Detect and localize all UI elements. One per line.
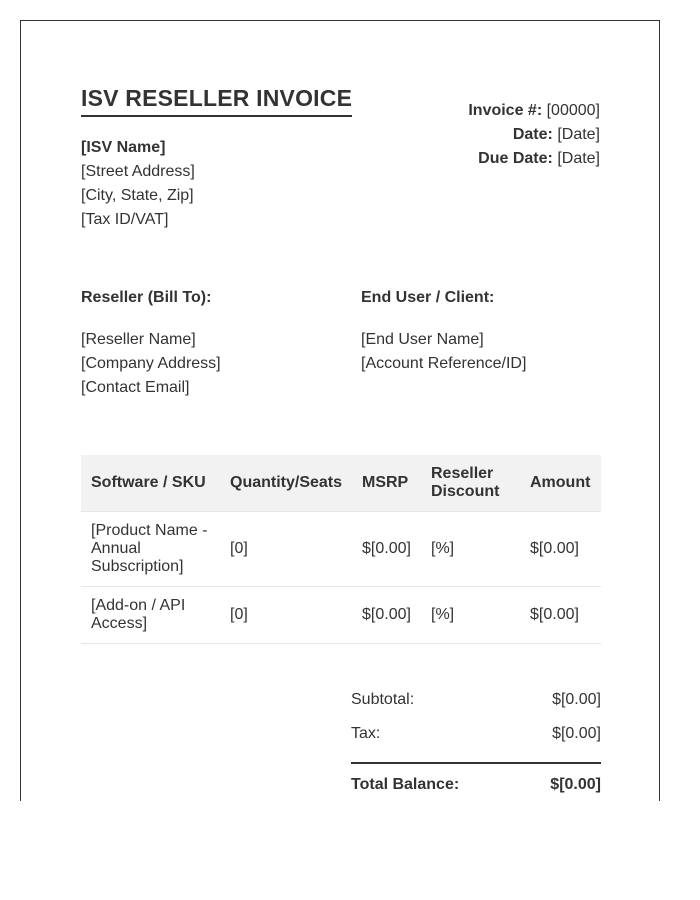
- isv-city-state-zip: [City, State, Zip]: [81, 187, 194, 204]
- invoice-date-label: Date:: [512, 126, 553, 143]
- table-row: [81, 587, 601, 644]
- tax-value: $[0.00]: [552, 725, 601, 742]
- reseller-address: [Company Address]: [81, 355, 221, 372]
- invoice-number-value: [00000]: [546, 102, 600, 119]
- reseller-email: [Contact Email]: [81, 379, 190, 396]
- invoice-page: [20, 20, 660, 801]
- cell-amount: $[0.00]: [520, 512, 601, 587]
- invoice-due-date-row: [468, 147, 600, 171]
- reseller-bill-to: [81, 288, 221, 400]
- header-msrp: MSRP: [352, 455, 421, 512]
- line-items-table: [81, 455, 601, 644]
- total-balance-value: $[0.00]: [550, 776, 601, 793]
- isv-tax-id: [Tax ID/VAT]: [81, 211, 169, 228]
- table-header-row: [81, 455, 601, 512]
- cell-msrp: $[0.00]: [352, 587, 421, 644]
- isv-name: [ISV Name]: [81, 139, 166, 156]
- cell-quantity: [0]: [220, 512, 352, 587]
- invoice-date-value: [Date]: [557, 126, 600, 143]
- invoice-number-row: [468, 99, 600, 123]
- end-user-name: [End User Name]: [361, 331, 484, 348]
- invoice-number-label: Invoice #:: [468, 102, 543, 119]
- cell-software-sku: [Add-on / API Access]: [81, 587, 220, 644]
- invoice-meta: [468, 99, 600, 171]
- invoice-due-date-value: [Date]: [557, 150, 600, 167]
- table-row: [81, 512, 601, 587]
- header-amount: Amount: [520, 455, 601, 512]
- reseller-name: [Reseller Name]: [81, 331, 196, 348]
- isv-details: [81, 136, 195, 232]
- end-user-account: [Account Reference/ID]: [361, 355, 527, 372]
- end-user-heading: End User / Client:: [361, 289, 495, 306]
- subtotal-row: [351, 690, 601, 710]
- subtotal-value: $[0.00]: [552, 691, 601, 708]
- header-software-sku: Software / SKU: [81, 455, 220, 512]
- subtotal-label: Subtotal:: [351, 691, 415, 708]
- tax-row: [351, 724, 601, 744]
- cell-msrp: $[0.00]: [352, 512, 421, 587]
- cell-software-sku: [Product Name - Annual Subscription]: [81, 512, 220, 587]
- end-user-client: [361, 288, 526, 376]
- totals-divider: [351, 762, 601, 764]
- total-balance-label: Total Balance:: [351, 776, 460, 793]
- reseller-heading: Reseller (Bill To):: [81, 289, 212, 306]
- invoice-due-date-label: Due Date:: [478, 150, 553, 167]
- cell-discount: [%]: [421, 587, 520, 644]
- invoice-date-row: [468, 123, 600, 147]
- isv-street-address: [Street Address]: [81, 163, 195, 180]
- total-balance-row: [351, 775, 601, 795]
- invoice-title: ISV RESELLER INVOICE: [81, 85, 352, 117]
- header-reseller-discount: Reseller Discount: [421, 455, 520, 512]
- cell-quantity: [0]: [220, 587, 352, 644]
- cell-amount: $[0.00]: [520, 587, 601, 644]
- tax-label: Tax:: [351, 725, 381, 742]
- header-quantity-seats: Quantity/Seats: [220, 455, 352, 512]
- cell-discount: [%]: [421, 512, 520, 587]
